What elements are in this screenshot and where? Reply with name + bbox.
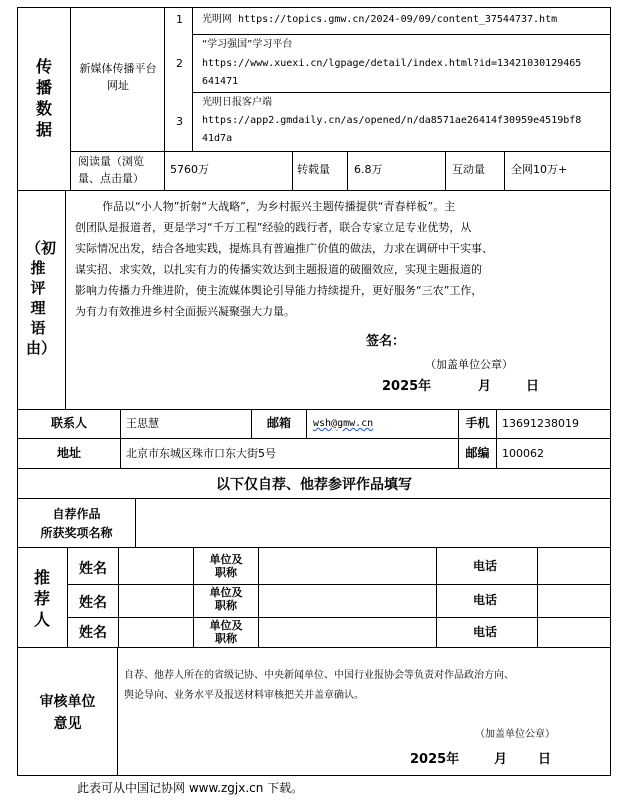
reposts-value: 6.8万 bbox=[354, 163, 383, 176]
audit-date-year: 2025年 bbox=[410, 752, 460, 767]
rec-phone-label: 电话 bbox=[473, 625, 498, 639]
audit-date-month: 月 bbox=[494, 752, 508, 767]
rec-unit-label-2: 职称 bbox=[215, 632, 237, 645]
platform-2-num: 2 bbox=[176, 57, 183, 70]
audit-label-1: 审核单位 bbox=[39, 694, 96, 710]
contact-person-label: 联系人 bbox=[50, 416, 87, 430]
rec-phone-label: 电话 bbox=[473, 593, 498, 607]
review-title: （初推评理语由） bbox=[26, 239, 57, 357]
reposts-label: 转载量 bbox=[297, 163, 330, 176]
review-line: 为有力有效推进乡村全面振兴凝聚强大力量。 bbox=[75, 305, 295, 318]
platform-3-name: 光明日报客户端 bbox=[202, 97, 272, 108]
email-label: 邮箱 bbox=[266, 416, 291, 430]
audit-text-line-2: 舆论导向、业务水平及报送材料审核把关并盖章确认。 bbox=[124, 690, 364, 701]
rec-unit-label-2: 职称 bbox=[215, 566, 237, 579]
date-day: 日 bbox=[526, 379, 540, 394]
phone-label: 手机 bbox=[465, 416, 490, 430]
interactions-value: 全网10万+ bbox=[511, 163, 568, 176]
seal-note: （加盖单位公章） bbox=[425, 358, 513, 371]
review-line: 影响力传播力升维进阶，使主流媒体舆论引导能力持续提升，更好服务“三农”工作， bbox=[75, 284, 483, 297]
rec-phone-label: 电话 bbox=[473, 559, 498, 573]
platform-3-url-cont[interactable]: 41d7a bbox=[202, 133, 233, 144]
views-value: 5760万 bbox=[170, 163, 209, 176]
address-label: 地址 bbox=[56, 446, 81, 460]
rec-unit-label: 单位及 bbox=[209, 619, 243, 632]
self-recommend-header: 以下仅自荐、他荐参评作品填写 bbox=[216, 477, 412, 493]
section-spread-title: 传播数据 bbox=[35, 57, 52, 139]
review-line: 谋实招、求实效，以扎实有力的传播实效达到主题报道的破圈效应，实现主题报道的 bbox=[75, 263, 482, 276]
contact-person-value: 王思慧 bbox=[126, 417, 159, 430]
phone-value: 13691238019 bbox=[502, 417, 579, 430]
views-label: 阅读量（浏览量、点击量） bbox=[78, 155, 144, 185]
audit-label-2: 意见 bbox=[53, 716, 82, 732]
recommender-label: 推荐人 bbox=[33, 568, 50, 629]
review-line: 作品以“小人物”折射“大战略”，为乡村振兴主题传播提供“青春样板”。主 bbox=[102, 200, 456, 213]
interactions-label: 互动量 bbox=[452, 163, 485, 176]
self-award-label-1: 自荐作品 bbox=[52, 507, 101, 521]
rec-unit-label: 单位及 bbox=[209, 553, 243, 566]
rec-name-label: 姓名 bbox=[79, 625, 107, 641]
date-year: 2025年 bbox=[382, 379, 432, 394]
sign-label: 签名： bbox=[366, 334, 406, 349]
rec-unit-label: 单位及 bbox=[209, 586, 243, 599]
platform-1-num: 1 bbox=[176, 13, 183, 26]
postcode-value: 100062 bbox=[502, 447, 544, 460]
platform-3-url[interactable]: https://app2.gmdaily.cn/as/opened/n/da8571ae26414f30959e4519bf8 bbox=[202, 115, 582, 126]
rec-name-label: 姓名 bbox=[79, 595, 107, 611]
self-award-label-2: 所获奖项名称 bbox=[40, 526, 113, 540]
review-text bbox=[75, 196, 605, 322]
address-value: 北京市东城区珠市口东大街5号 bbox=[126, 447, 276, 460]
postcode-label: 邮编 bbox=[465, 446, 490, 460]
audit-text-line-1: 自荐、他荐人所在的省级记协、中央新闻单位、中国行业报协会等负责对作品政治方向、 bbox=[124, 670, 514, 681]
platform-2-url[interactable]: https://www.xuexi.cn/lgpage/detail/index.html?id=13421030129465 bbox=[202, 58, 582, 69]
footer-note: 此表可从中国记协网 www.zgjx.cn 下载。 bbox=[77, 781, 304, 795]
rec-unit-label-2: 职称 bbox=[215, 599, 237, 612]
review-line: 创团队是报道者，更是学习“千万工程”经验的践行者，联合专家立足专业优势，从 bbox=[75, 221, 472, 234]
platform-1-url[interactable]: 光明网 https://topics.gmw.cn/2024-09/09/content_37544737.htm bbox=[202, 14, 558, 25]
audit-seal-note: （加盖单位公章） bbox=[475, 729, 555, 740]
audit-date-day: 日 bbox=[538, 752, 552, 767]
date-month: 月 bbox=[478, 379, 492, 394]
platform-label: 新媒体传播平台网址 bbox=[79, 62, 157, 92]
platform-2-name: “学习强国”学习平台 bbox=[202, 39, 293, 50]
platform-3-num: 3 bbox=[176, 115, 183, 128]
review-line: 实际情况出发，结合各地实践，提炼具有普遍推广价值的做法，力求在调研中干实事、 bbox=[75, 242, 493, 255]
rec-name-label: 姓名 bbox=[79, 561, 107, 577]
platform-2-url-cont[interactable]: 641471 bbox=[202, 76, 239, 87]
email-value[interactable]: wsh@gmw.cn bbox=[313, 418, 374, 429]
